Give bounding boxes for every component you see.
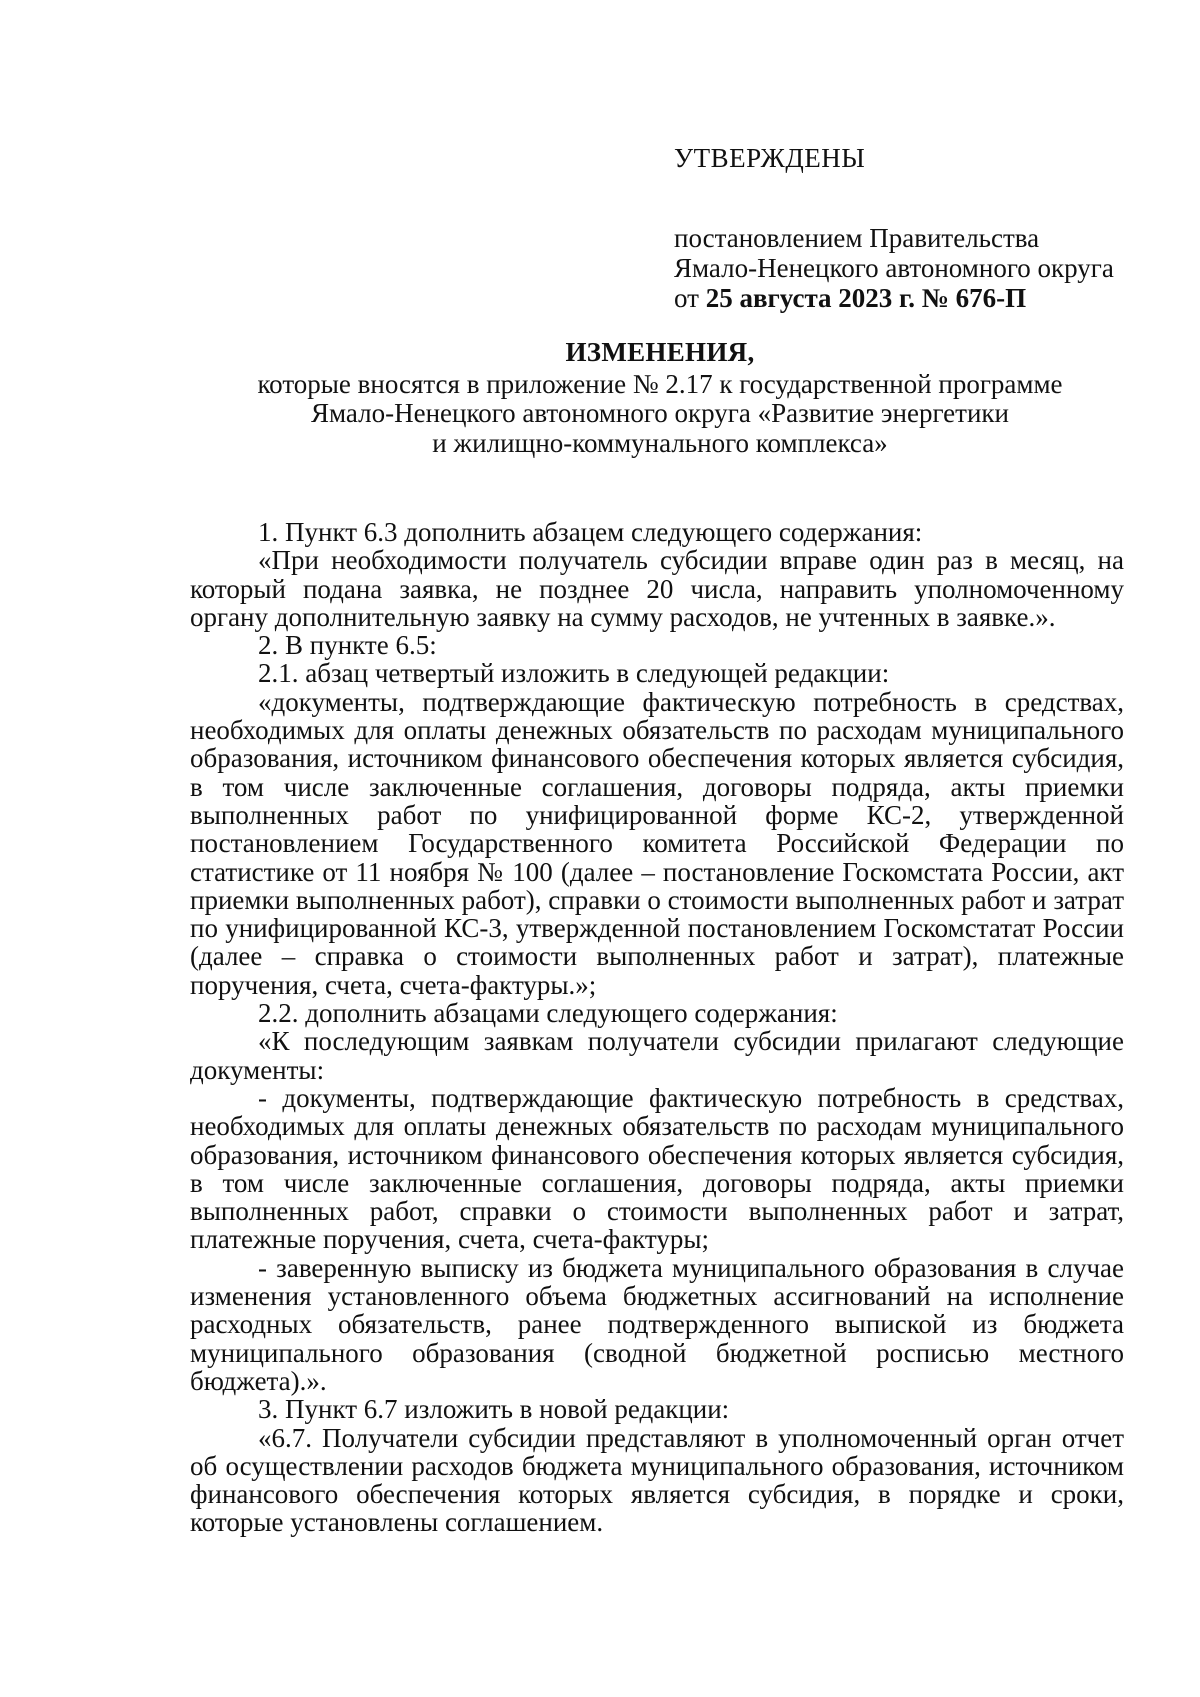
paragraph-7: «К последующим заявкам получатели субсидии прилагают следующие документы: [190,1026,1124,1085]
paragraph-8: - документы, подтверждающие фактическую потребность в средствах, необходимых для оплаты денежных обязательств по расходам муниципального образования, источником финансового обеспечения которых является субсидия, в том числе заключенные соглашения, договоры подряда, акты приемки выполненных работ, справки о стоимости выполненных работ и затрат, платежные поручения, счета, счета-фактуры; [190,1082,1124,1255]
paragraph-2: «При необходимости получатель субсидии вправе один раз в месяц, на который подана заявка, не позднее 20 числа, направить уполномоченному органу дополнительную заявку на сумму расходов, не учтенных в заявке.». [190,545,1124,632]
approval-line-1: постановлением Правительства [674,223,1040,253]
paragraph-11: «6.7. Получатели субсидии представляют в уполномоченный орган отчет об осуществлении расходов бюджета муниципального образования, источником финансового обеспечения которых является субсидия, в порядке и сроки, которые установлены соглашением. [190,1422,1124,1538]
approval-date-number: 25 августа 2023 г. № 676-П [705,283,1027,313]
approval-date-prefix: от [674,283,706,313]
paragraph-10: 3. Пункт 6.7 изложить в новой редакции: [258,1394,730,1425]
subtitle-line-2: Ямало-Ненецкого автономного округа «Развитие энергетики [311,398,1009,428]
paragraph-4: 2.1. абзац четвертый изложить в следующей редакции: [258,658,890,689]
approval-date-line [674,283,1154,313]
document-title: ИЗМЕНЕНИЯ, [565,337,755,367]
paragraph-3: 2. В пункте 6.5: [258,630,437,661]
subtitle-line-1: которые вносятся в приложение № 2.17 к государственной программе [257,368,1063,399]
paragraph-5: «документы, подтверждающие фактическую потребность в средствах, необходимых для оплаты денежных обязательств по расходам муниципального образования, источником финансового обеспечения которых является субсидия, в том числе заключенные соглашения, договоры подряда, акты приемки выполненных работ по унифицированной форме КС-2, утвержденной постановлением Государственного комитета Российской Федерации по статистике от 11 ноября № 100 (далее – постановление Госкомстата России, акт приемки выполненных работ), справки о стоимости выполненных работ и затрат по унифицированной КС-3, утвержденной постановлением Госкомстатат России (далее – справка о стоимости выполненных работ и затрат), платежные поручения, счета, счета-фактуры.»; [190,686,1124,1000]
approval-block [674,143,1154,313]
approval-heading: УТВЕРЖДЕНЫ [674,143,866,173]
paragraph-9: - заверенную выписку из бюджета муниципального образования в случае изменения установленного объема бюджетных ассигнований на исполнение расходных обязательств, ранее подтвержденного выпиской из бюджета муниципального образования (сводной бюджетной росписью местного бюджета).». [190,1252,1124,1396]
subtitle-line-3: и жилищно-коммунального комплекса» [432,427,888,458]
paragraph-6: 2.2. дополнить абзацами следующего содержания: [258,998,838,1029]
title-block [190,338,1130,458]
paragraph-1: 1. Пункт 6.3 дополнить абзацем следующего содержания: [258,517,923,547]
document-body [190,518,1124,1537]
approval-line-2: Ямало-Ненецкого автономного округа [674,253,1114,283]
